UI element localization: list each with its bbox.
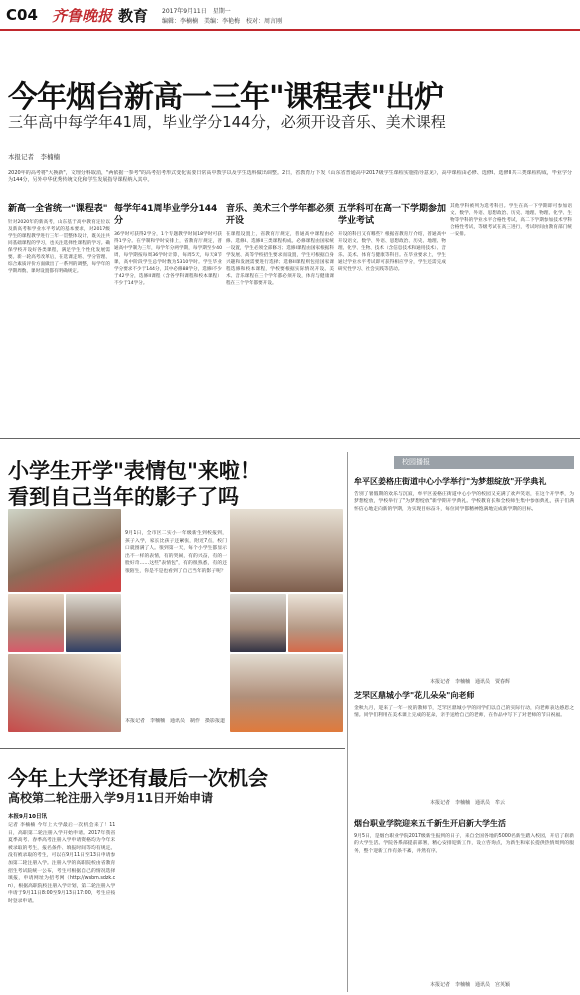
masthead [0, 0, 580, 30]
sidebar-item-1 [354, 476, 574, 616]
story2-headline-1: 小学生开学"表情包"来啦！ [8, 459, 261, 483]
col2-heading: 每学年41周毕业学分144分 [114, 204, 218, 226]
story2-headline-2: 看到自己当年的影子了吗 [8, 485, 239, 509]
photo-child-4 [8, 654, 121, 732]
photo-child-5 [230, 509, 343, 592]
sidebar-item-2-heading: 芝罘区鼎城小学"花儿朵朵"向老师 [354, 691, 475, 700]
lead-subhead: 三年高中每学年41周，毕业学分144分，必须开设音乐、美术课程 [8, 113, 446, 131]
sidebar-banner [394, 456, 574, 469]
col4-text: 开设的科目又有哪些？根据省教育厅介绍，普通高中开设语文、数学、外语、思想政治、历史、地理、物理、化学、生物、技术（含信息技术和通用技术）、音乐、美术、体育与健康等科目。在毕业要求上，学生通过学业水平考试即可获得相应学分，学生还需完成研究性学习、社会实践等活动。 [338, 232, 446, 272]
photo-child-6 [230, 594, 286, 652]
photo-child-8 [230, 654, 343, 732]
sidebar-item-3-heading: 烟台职业学院迎来五千新生开启新大学生活 [354, 819, 506, 828]
sidebar-item-2 [354, 690, 574, 790]
lead-col5 [450, 203, 572, 433]
section-title: 教育 [118, 7, 149, 25]
col4-heading: 五学科可在高一下学期参加学业考试 [338, 204, 446, 226]
sidebar-item-1-body: 告别了暑假期的欢乐与沉寂，牟平区姜格庄街道中心小学的校园又充满了欢声笑语，在这个开学季，为梦想绽放，学校举行了"为梦想绽放"新学期开学典礼。学校教育长和全校师生集中参加典礼，孩子们满怀信心地走向新的学期，为实现目标奋斗，每位同学都精神饱满地完成新学期的目标。 [354, 492, 574, 512]
lead-col2 [114, 203, 222, 433]
lead-headline: 今年烟台新高一三年"课程表"出炉 [8, 80, 444, 115]
sidebar-divider [347, 452, 348, 992]
sidebar-item-3-body: 9月5日，是烟台职业学院2017级新生报到的日子，来自全国各地的5000名新生踏入校园，开启了崭新的大学生活。学院各系部提前部署，精心安排迎新工作，设立咨询点，为新生和家长提供热情周到的服务，整个迎新工作有条不紊，井然有序。 [354, 834, 574, 854]
sidebar-item-1-heading: 牟平区姜格庄街道中心小学举行"为梦想绽放"开学典礼 [354, 477, 547, 486]
photo-child-3 [66, 594, 121, 652]
col5-text: 其他学科被列为选考科目。学生在高一下学期即可参加语文、数学、外语、思想政治、历史、地理、物理、化学、生物等学科的学业水平合格性考试，高二下学期参加技术学科合格性考试，等级考试在高三进行，考试时间由教育部门统一安排。 [450, 204, 572, 237]
story3-headline: 今年上大学还有最后一次机会 [8, 766, 268, 790]
story2-body: 9月1日，全市区二实小一年级新生到校报到，孩子入学，家长比孩子还紧张，附近7点，校门口就围满了人。很到第一天，每个小学生都显示出不一样的表情，有的哭闹，有的兴奋，有的一脸好奇……这些"表情包"，有的很熟悉，有的还很陌生，你是不是也看到了自己当年的影子呢？ [125, 531, 227, 574]
sidebar-banner-title: 校园播报 [402, 458, 430, 466]
story3-text [8, 822, 342, 988]
sidebar-item-1-credit: 本报记者 李楠楠 通讯员 贾春辉 [430, 679, 511, 685]
col3-heading: 音乐、美术三个学年都必须开设 [226, 204, 334, 226]
issue-date: 2017年9月11日 星期一 [162, 8, 231, 15]
photo-child-1 [8, 509, 121, 592]
photo-child-7 [288, 594, 343, 652]
story3-divider [0, 748, 345, 749]
sidebar-item-3 [354, 818, 574, 978]
col1-text: 针对2020年的新高考，山东基于高中教育定位以及新高考和学业水平考试的基本要求，对2017级学生的课程教学进行三年一贯整体设计，既关注共同基础课程的学习，也关注选择性课程的学习。确保学校开设好各类课程，满足学生个性化发展需要。新一轮高考改革后，在选课走班、学分管理、综合素质评价方面做出了一系列的调整，每学年的学期周数、课时设置都有明确规定。 [8, 220, 110, 274]
story3-dateline: 本报9月10日讯 [8, 814, 47, 820]
col3-text: 在课程设置上，省教育厅规定，普通高中课程由必修、选修I、选修II三类课程构成。必修课程由国家统一设置，学生必须全部修习；选修I课程由国家根据科学发展、高等学校招生要求而设置，学生可根据自身兴趣和发展需要进行选择；选修II课程则包括国家课程选修和校本课程，学校要根据实际情况开设。美术、音乐课程在三个学年都必须开设，体育与健康课程在三个学年都要开设。 [226, 232, 334, 286]
lead-col1 [8, 203, 110, 433]
story3-subhead: 高校第二轮注册入学9月11日开始申请 [8, 791, 214, 805]
editor-credits: 编辑：李楠楠 美编：李艳梅 校对：周言刚 [162, 18, 283, 25]
sidebar-item-2-credit: 本报记者 李楠楠 通讯员 牟云 [430, 800, 506, 806]
story2-credit: 本报记者 李楠楠 通讯员 制作 摄影报道 [125, 718, 226, 724]
lead-col3 [226, 203, 334, 433]
sidebar-item-3-credit: 本报记者 李楠楠 通讯员 宫英颖 [430, 982, 511, 988]
page-number: C04 [6, 6, 38, 24]
lead-byline: 本报记者 李楠楠 [8, 153, 60, 161]
col2-text: 36学时可获得2学分，1个专题教学时间18学时可获得1学分。在学制和学时安排上，省教育厅规定，普通高中学制为三年，每学年分两学期，每学期至少40周，每学期按每周36学时计算，每周5天，每天8节课，高中阶段学生总学时数为5310学时。学生毕业学分要求不少于144分，其中必修88学分，选修I不少于42学分，选修II课程（含各学科课程和校本课程）不少于14学分。 [114, 232, 222, 286]
story3-body: 记者 李楠楠 今年上大学最后一次机会来了！11日，高职第二轮注册入学开始申请。2017年我省夏季高考、春季高考注册入学申请资格均为今年未被录取的考生，报名条件、填报时间等均有规定。没有被录取的考生，可以在9月11日至13日申请参加第二轮注册入学。注册入学的高职院校由省教育招生考试院统一公布，考生可根据自己的情况选择填报，申请网址为招考网（http://wsbm.sdzk.cn），根据高职院校注册入学计划，第二轮注册入学申请于9月11日8:00至9月13日17:00，考生应按时登录申请。 [8, 823, 116, 904]
masthead-rule [0, 29, 580, 31]
col1-heading: 新高一全省统一"课程表" [8, 204, 108, 214]
story2-text [125, 530, 227, 715]
lead-col4 [338, 203, 446, 433]
paper-logo: 齐鲁晚报 [52, 7, 113, 25]
sidebar-item-2-body: 金秋九月，迎来了一年一度的教师节，芝罘区鼎城小学的同学们以自己的实际行动，向老师表达感恩之情。同学们利用在美术课上完成的花朵，亲手送给自己的老师，在作品中写下了对老师的节日祝福。 [354, 706, 574, 719]
section-divider [0, 438, 580, 439]
lead-intro: 2020年的高考将"大换新"，文理分科取消，"两依据一参考"的高考招考形式变化需要日常高中教学以及学生选科做出调整。2日，省教育厅下发《山东省普通高中2017级学生课程实施指导意见》，高中课程由必修、选修I、选修II共三类课程构成，毕业学分为144分，另外中华优秀传统文化和学生发展指导课程纳入其中。 [8, 170, 572, 184]
photo-child-2 [8, 594, 64, 652]
